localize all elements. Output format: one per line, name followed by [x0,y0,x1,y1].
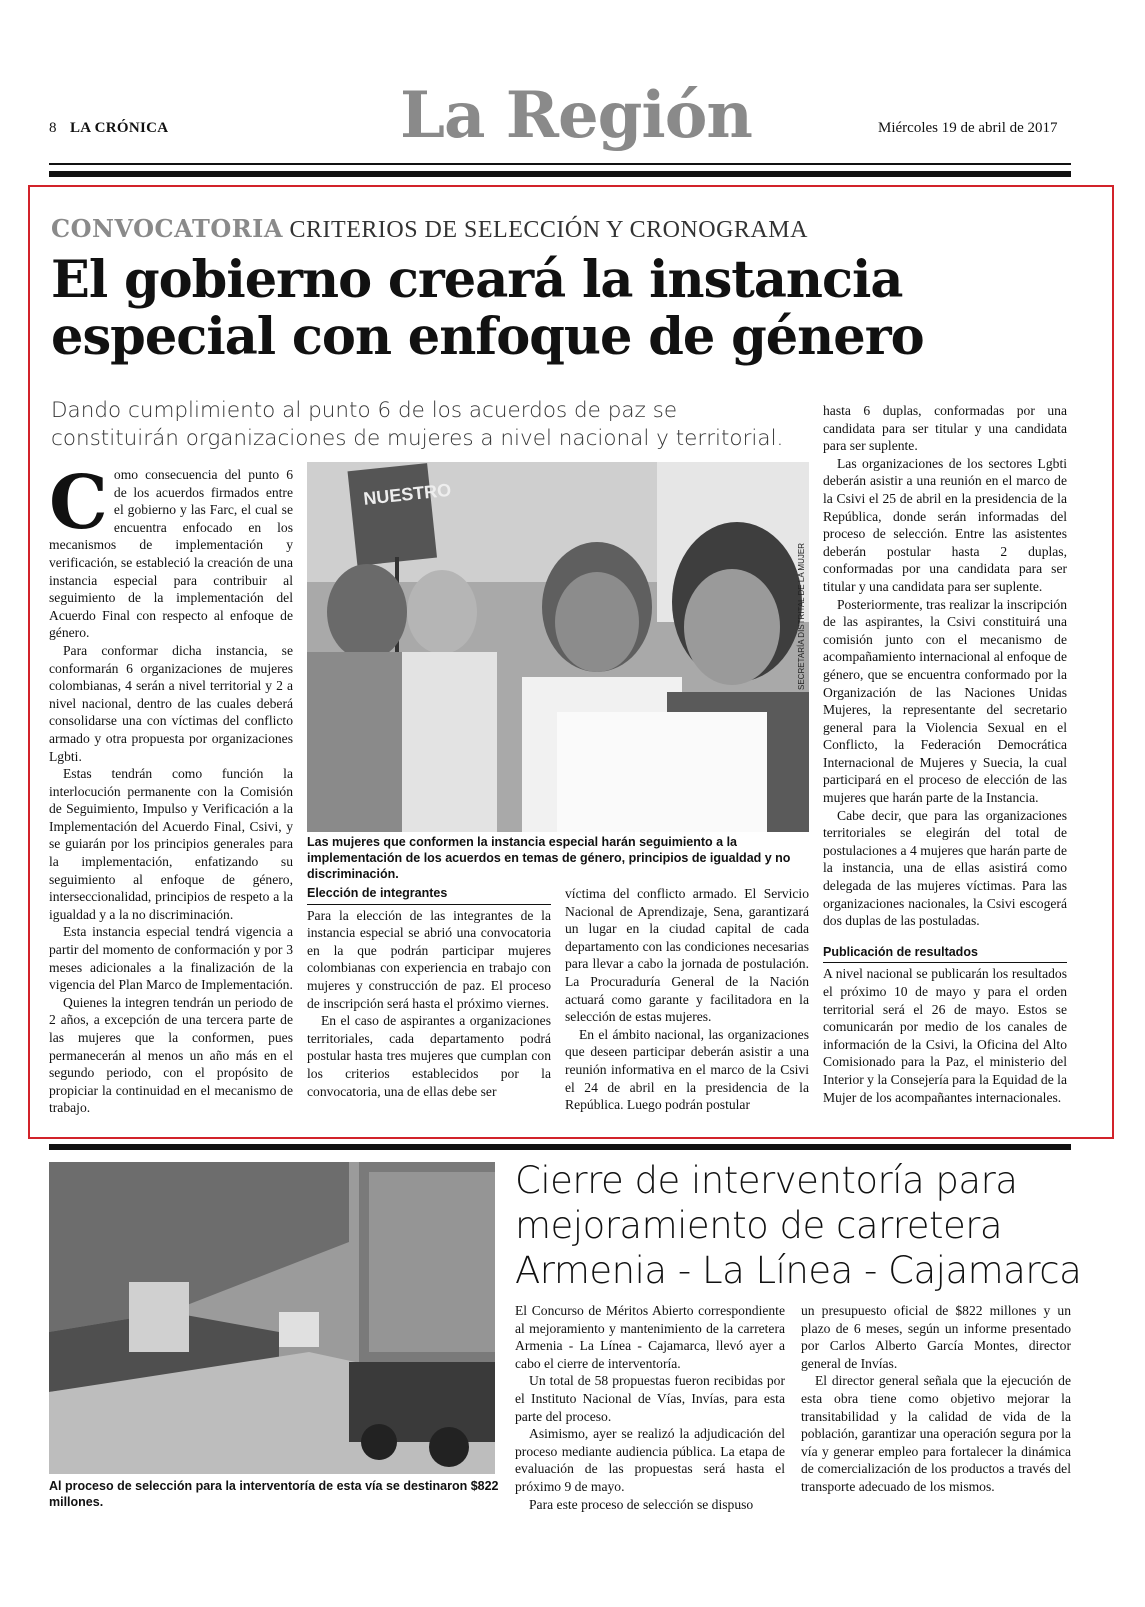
story2-headline: Cierre de interventoría para mejoramiento de carretera Armenia - La Línea - Cajamarca [515,1159,1082,1292]
paragraph: omo consecuencia del punto 6 de los acuerdos firmados entre el gobierno y las Farc, el cual se encuentra enfocado en los mecanismos de implementación y verificación, se estableció la creación de una instancia especial para contribuir al seguimiento de la implementación del Acuerdo Final con respecto al enfoque de género. [49,467,293,641]
paragraph: víctima del conflicto armado. El Servicio Nacional de Aprendizaje, Sena, garantizará un lugar en la ciudad capital de cada departamento con las condiciones necesarias para llevar a cabo la jornada de postulación. La Procuraduría General de la Nación actuará como garante y facilitadora en la selección de estas mujeres. [565,886,809,1025]
kicker-text: CRITERIOS DE SELECCIÓN Y CRONOGRAMA [289,217,808,243]
photo-credit: SECRETARÍA DISTRITAL DE LA MUJER [797,543,806,690]
women-photo [307,462,809,832]
photo-caption: Las mujeres que conformen la instancia especial harán seguimiento a la implementación de los acuerdos en temas de género, principios de igualdad y no discriminación. [307,835,791,881]
deck: Dando cumplimiento al punto 6 de los acuerdos de paz se constituirán organizaciones de mujeres a nivel nacional y territorial. [51,398,784,451]
paragraph: Esta instancia especial tendrá vigencia a partir del momento de conformación y por 3 meses adicionales a la finalización de la vigencia del Plan Marco de Implementación. [49,924,293,993]
paragraph: Asimismo, ayer se realizó la adjudicación del proceso mediante audiencia pública. La etapa de evaluación de las propuestas será hasta el próximo 9 de mayo. [515,1426,785,1494]
paragraph: En el caso de aspirantes a organizaciones territoriales, cada departamento podrá postular hasta tres mujeres que cumplan con los criterios establecidos por la convocatoria, una de ellas debe ser [307,1013,551,1099]
paragraph: Las organizaciones de los sectores Lgbti deberán asistir a una reunión en el marco de la Csivi el 25 de abril en la presidencia de la República, donde serán informadas del proceso de selección. Entre las asistentes deberán postular hasta 2 duplas, conformadas por una candidata para ser titular y una candidata para ser suplente. [823,455,1067,594]
paragraph: hasta 6 duplas, conformadas por una candidata para ser titular y una candidata para ser suplente. [823,403,1067,454]
story1-column-4 [823,402,1067,1106]
paragraph: A nivel nacional se publicarán los resultados el próximo 10 de mayo y para el orden territorial será el 26 de mayo. Estos se comunicarán por medio de los canales de información de la Csivi, la Oficina del Alto Comisionado para la Paz, el ministerio del Interior y la Consejería para la Equidad de la Mujer de los acompañantes internacionales. [823,966,1067,1105]
paragraph: Quienes la integren tendrán un periodo de 2 años, a excepción de una tercera parte de las mujeres que la conformen, pues permanecerán al menos un año más en el segundo periodo, con el propósito de propiciar la continuidad en el mecanismo de trabajo. [49,994,293,1116]
header-thick-rule [49,171,1071,177]
paragraph: En el ámbito nacional, las organizaciones que deseen participar deberán asistir a una reunión informativa en el marco de la Csivi el 24 de abril en la presidencia de la República. Luego podrán postular [565,1026,809,1113]
paragraph: Para la elección de las integrantes de la instancia especial se abrió una convocatoria en la que podrán participar mujeres colombianas con experiencia en trabajo con mujeres y construcción de paz. El proceso de inscripción será hasta el próximo viernes. [307,907,551,1011]
page-number: 8 [49,120,57,136]
kicker [51,214,808,244]
paragraph: Para este proceso de selección se dispuso [529,1496,754,1512]
story-separator [49,1144,1071,1150]
story2-column-2 [801,1302,1071,1496]
story2-column-1 [515,1302,785,1513]
paragraph: un presupuesto oficial de $822 millones y un plazo de 6 meses, según un informe presentado por Carlos Alberto García Montes, director general de Invías. [801,1303,1071,1371]
kicker-label: CONVOCATORIA [51,214,284,243]
road-photo-caption: Al proceso de selección para la interventoría de esta vía se destinaron $822 millones. [49,1479,499,1509]
newspaper-name: LA CRÓNICA [70,120,169,136]
paragraph: Un total de 58 propuestas fueron recibidas por el Instituto Nacional de Vías, Invías, para esta parte del proceso. [515,1373,785,1424]
paragraph: Posteriormente, tras realizar la inscripción de las aspirantes, la Csivi constituirá una comisión junto con el mecanismo de acompañamiento internacional al enfoque de género, que se encuentra conformado por la Organización de las Naciones Unidas Mujeres, la representante del secretario general para la Violencia Sexual en el Conflicto, la Federación Democrática Internacional de Mujeres y Suecia, la cual participará en el proceso de elección de las mujeres que harán parte de la Instancia. [823,596,1067,806]
main-headline: El gobierno creará la instancia especial con enfoque de género [51,250,924,367]
road-photo-illustration [49,1162,495,1474]
paragraph: Cabe decir, que para las organizaciones territoriales se elegirán del total de postulaciones a 4 mujeres que harán parte de la instancia, una de ellas asistirá como delegada de las mujeres víctimas. Para las organizaciones nacionales, la Csivi escogerá dos duplas de las postuladas. [823,807,1067,929]
story1-column-2 [307,885,551,1100]
story1-column-3 [565,885,809,1114]
story1-column-1 [49,460,293,1117]
subheading-results: Publicación de resultados [823,944,1067,964]
paragraph: Para conformar dicha instancia, se conformarán 6 organizaciones de mujeres colombianas, 4 serán a nivel territorial y 2 a nivel nacional, dentro de las cuales deberá consolidarse una con víctimas del conflicto armado y otra propuesta por organizaciones Lgbti. [49,642,293,764]
paragraph: El Concurso de Méritos Abierto correspondiente al mejoramiento y mantenimiento de la carretera Armenia - La Línea - Cajamarca, llevó ayer a cabo el cierre de interventoría. [515,1303,785,1371]
women-photo-illustration [307,462,809,832]
paragraph: El director general señala que la ejecución de esta obra tiene como objetivo mejorar la transitabilidad y la calidad de vida de la población, garantizar una operación segura por la vía y generar empleo para fortalecer la dinámica de comercialización de los productos a través del transporte adecuado de los mismos. [801,1373,1071,1494]
issue-date: Miércoles 19 de abril de 2017 [878,120,1058,136]
sign-text: NUESTRO [362,479,453,509]
paragraph: Estas tendrán como función la interlocución permanente con la Comisión de Seguimiento, Impulso y Verificación a la Implementación del Acuerdo Final, Csivi, y se guiarán por los principios generales para la implementación, enfatizando su seguimiento al enfoque de género, interseccionalidad, principios de respeto a la igualdad y a la no discriminación. [49,766,293,922]
road-photo [49,1162,495,1474]
drop-cap: C [49,460,108,546]
section-title: La Región [400,78,752,153]
header-rule [49,163,1071,165]
subheading-election: Elección de integrantes [307,885,551,905]
